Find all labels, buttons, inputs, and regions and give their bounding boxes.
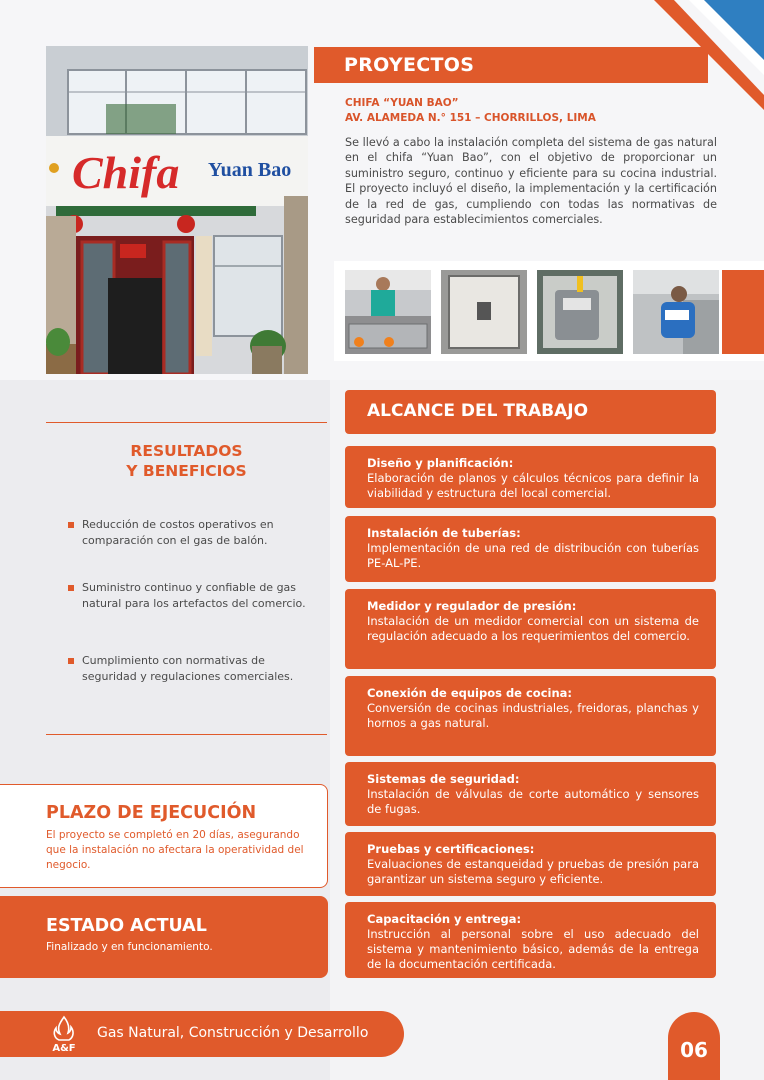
alcance-item-desc: Elaboración de planos y cálculos técnicos para definir la viabilidad y estructura del local comercial. bbox=[367, 471, 699, 500]
resultados-title-line2: Y BENEFICIOS bbox=[126, 462, 247, 480]
alcance-item bbox=[345, 589, 716, 669]
bullet-square-icon bbox=[68, 658, 74, 664]
benefit-text: Suministro continuo y confiable de gas natural para los artefactos del comercio. bbox=[82, 581, 306, 610]
estado-title: ESTADO ACTUAL bbox=[46, 916, 207, 936]
page-number: 06 bbox=[668, 1012, 720, 1080]
alcance-item-title: Medidor y regulador de presión: bbox=[367, 599, 577, 613]
benefit-text: Cumplimiento con normativas de seguridad y regulaciones comerciales. bbox=[82, 654, 294, 683]
alcance-item bbox=[345, 832, 716, 896]
alcance-item-desc: Evaluaciones de estanqueidad y pruebas de presión para garantizar un sistema seguro y eficiente. bbox=[367, 857, 699, 886]
project-address: AV. ALAMEDA N.° 151 – CHORRILLOS, LIMA bbox=[345, 112, 596, 124]
company-logo bbox=[47, 1015, 81, 1053]
benefit-text: Reducción de costos operativos en comparación con el gas de balón. bbox=[82, 518, 274, 547]
project-name bbox=[345, 96, 596, 126]
divider-top bbox=[46, 422, 327, 423]
alcance-item-desc: Instalación de un medidor comercial con un sistema de regulación adecuado a los requerimientos del comercio. bbox=[367, 614, 699, 643]
divider-bottom bbox=[46, 734, 327, 735]
plazo-title: PLAZO DE EJECUCIÓN bbox=[46, 803, 257, 823]
plazo-description: El proyecto se completó en 20 días, asegurando que la instalación no afectara la operatividad del negocio. bbox=[46, 829, 304, 871]
bullet-square-icon bbox=[68, 522, 74, 528]
section-header-alcance: ALCANCE DEL TRABAJO bbox=[345, 390, 716, 434]
alcance-item bbox=[345, 676, 716, 756]
alcance-item bbox=[345, 902, 716, 978]
alcance-item bbox=[345, 762, 716, 826]
benefit-item bbox=[68, 517, 318, 548]
resultados-title-line1: RESULTADOS bbox=[130, 442, 243, 460]
section-header-resultados bbox=[46, 441, 327, 481]
benefit-item bbox=[68, 653, 318, 684]
alcance-item-desc: Instrucción al personal sobre el uso adecuado del sistema y mantenimiento básico, además de la entrega de la documentación certificada. bbox=[367, 927, 699, 971]
logo-text: A&F bbox=[52, 1043, 76, 1053]
alcance-item-title: Instalación de tuberías: bbox=[367, 526, 521, 540]
project-description: Se llevó a cabo la instalación completa del sistema de gas natural en el chifa “Yuan Bao”, con el objetivo de proporcionar un suministro seguro, continuo y eficiente para su cocina industrial. El proyecto incluyó el diseño, la implementación y la certificación de la red de gas, cumpliendo con todas las normativas de seguridad para establecimientos comerciales. bbox=[345, 136, 717, 227]
estado-description: Finalizado y en funcionamiento. bbox=[46, 941, 213, 953]
alcance-item-title: Sistemas de seguridad: bbox=[367, 772, 520, 786]
thumbnail-gas-meter bbox=[537, 270, 623, 354]
section-header-proyectos: PROYECTOS bbox=[314, 47, 708, 83]
thumbnail-kitchen-worker bbox=[345, 270, 431, 354]
footer-tagline: Gas Natural, Construcción y Desarrollo bbox=[97, 1025, 369, 1041]
alcance-item-desc: Conversión de cocinas industriales, freidoras, planchas y hornos a gas natural. bbox=[367, 701, 699, 730]
sign-yuan-bao: Yuan Bao bbox=[208, 159, 292, 181]
alcance-item bbox=[345, 446, 716, 508]
alcance-item-title: Conexión de equipos de cocina: bbox=[367, 686, 573, 700]
alcance-item-title: Pruebas y certificaciones: bbox=[367, 842, 535, 856]
thumbnail-strip-accent bbox=[722, 270, 764, 354]
bullet-square-icon bbox=[68, 585, 74, 591]
benefit-item bbox=[68, 580, 318, 611]
estado-card bbox=[0, 896, 328, 978]
project-name-line1: CHIFA “YUAN BAO” bbox=[345, 97, 459, 109]
restaurant-photo bbox=[46, 46, 308, 374]
alcance-item-desc: Instalación de válvulas de corte automático y sensores de fugas. bbox=[367, 787, 699, 816]
sign-chifa: Chifa bbox=[72, 147, 180, 198]
thumbnail-technician bbox=[633, 270, 719, 354]
alcance-item-title: Capacitación y entrega: bbox=[367, 912, 522, 926]
alcance-item-title: Diseño y planificación: bbox=[367, 456, 514, 470]
thumbnail-meter-cabinet bbox=[441, 270, 527, 354]
alcance-item-desc: Implementación de una red de distribución con tuberías PE-AL-PE. bbox=[367, 541, 699, 570]
alcance-item bbox=[345, 516, 716, 582]
